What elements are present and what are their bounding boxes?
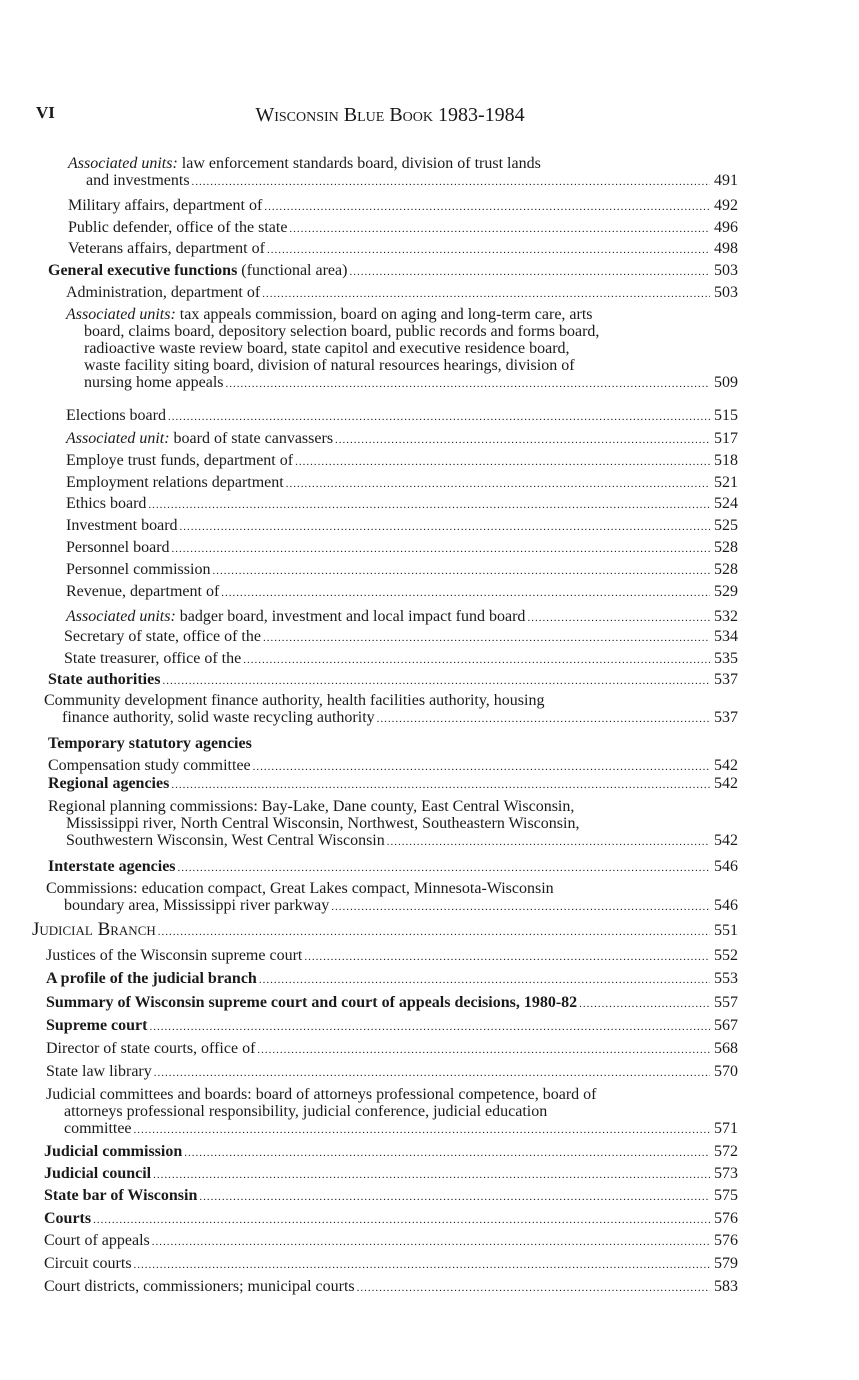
entry-text: law enforcement standards board, division of trust lands (181, 155, 541, 172)
entry-line (66, 608, 738, 625)
page-number-ref: 534 (714, 628, 738, 645)
entry-line (48, 671, 738, 688)
dot-leader (178, 861, 710, 875)
entry-line (44, 1210, 738, 1227)
entry-title (64, 1120, 132, 1137)
entry-line (46, 970, 738, 987)
entry-line (48, 858, 738, 875)
entry-text: Community development finance authority, health facilities authority, housing (44, 692, 545, 709)
entry-text: State law library (46, 1063, 152, 1080)
page-number-ref: 553 (714, 970, 738, 987)
page-number-ref: 552 (714, 947, 738, 964)
page-number-ref: 496 (714, 219, 738, 236)
page-number-ref: 528 (714, 539, 738, 556)
toc-entry (48, 798, 738, 849)
page-number: VI (36, 103, 55, 122)
page-number-ref: 583 (714, 1278, 738, 1295)
toc-entry (46, 1063, 738, 1080)
associated-label: Associated unit: (66, 430, 170, 447)
toc-entry (64, 628, 738, 645)
entry-title (68, 197, 262, 214)
section-title: A profile of the judicial branch (46, 970, 257, 987)
entry-line (46, 1120, 738, 1137)
entry-title (66, 284, 260, 301)
entry-text: Court of appeals (44, 1232, 150, 1249)
entry-title (64, 650, 241, 667)
branch-title: Judicial Branch (32, 919, 156, 940)
dot-leader (199, 1190, 710, 1204)
entry-continuation-line: board, claims board, depository selection board, public records and forms board, (84, 323, 600, 340)
section-title: Judicial council (44, 1165, 152, 1182)
toc-entry (68, 155, 738, 189)
entry-first-line (46, 880, 738, 897)
toc-entry (66, 517, 738, 534)
page-number-ref: 551 (714, 922, 738, 939)
entry-line (44, 1143, 738, 1160)
entry-text: Regional planning commissions: Bay-Lake, Dane county, East Central Wisconsin, (48, 798, 575, 815)
page-number-ref: 509 (714, 374, 738, 391)
toc-entry (66, 561, 738, 578)
page-number-ref: 518 (714, 452, 738, 469)
page-number-ref: 568 (714, 1040, 738, 1057)
dot-leader (171, 778, 710, 792)
dot-leader (357, 1281, 710, 1295)
running-title-name: Wisconsin Blue Book (255, 104, 433, 126)
entry-title (44, 1165, 151, 1182)
page-number-ref: 542 (714, 775, 738, 792)
section-title: Regional agencies (48, 775, 170, 792)
entry-line (66, 583, 738, 600)
entry-title (46, 1040, 255, 1057)
page-number-ref: 546 (714, 858, 738, 875)
entry-line (66, 430, 738, 447)
dot-leader (243, 653, 710, 667)
entry-title (48, 671, 160, 688)
entry-title (46, 994, 577, 1011)
entry-title (44, 1143, 182, 1160)
dot-leader (158, 925, 710, 939)
dot-leader (387, 835, 710, 849)
entry-line (44, 1187, 738, 1204)
toc-entry (66, 430, 738, 447)
entry-title (44, 1187, 197, 1204)
associated-label: Associated units: (66, 306, 176, 323)
dot-leader (149, 1020, 710, 1034)
entry-text: Administration, department of (66, 284, 261, 301)
section-title: Courts (44, 1210, 92, 1227)
toc-entry (44, 1210, 738, 1227)
page-number-ref: 572 (714, 1143, 738, 1160)
entry-line (68, 172, 738, 189)
page-number-ref: 567 (714, 1017, 738, 1034)
page-number-ref: 515 (714, 407, 738, 424)
entry-text: Employe trust funds, department of (66, 452, 294, 469)
entry-text: board of state canvassers (173, 430, 334, 447)
page-number-ref: 517 (714, 430, 738, 447)
toc-entry (68, 197, 738, 214)
entry-text: Secretary of state, office of the (64, 628, 261, 645)
entry-title (66, 539, 170, 556)
toc-entry (44, 1165, 738, 1182)
entry-line (68, 219, 738, 236)
dot-leader (212, 564, 710, 578)
toc-entry (48, 671, 738, 688)
toc-entry (46, 994, 738, 1011)
dot-leader (180, 520, 710, 534)
entry-text: Judicial committees and boards: board of attorneys professional competence, board of (46, 1086, 597, 1103)
entry-line (66, 407, 738, 424)
entry-line (46, 1040, 738, 1057)
toc-entry (66, 583, 738, 600)
page-number-ref: 537 (714, 671, 738, 688)
entry-line (46, 1063, 738, 1080)
entry-title (68, 219, 287, 236)
entry-text: Public defender, office of the state (68, 219, 288, 236)
entry-text: (functional area) (241, 262, 348, 279)
entry-title (46, 970, 257, 987)
page-number-ref: 557 (714, 994, 738, 1011)
entry-text: committee (64, 1120, 132, 1137)
toc-entry (46, 970, 738, 987)
page-number-ref: 546 (714, 897, 738, 914)
entry-line (46, 897, 738, 914)
entry-line (44, 1255, 738, 1272)
entry-text: tax appeals commission, board on aging and long-term care, arts (179, 306, 593, 323)
toc-entry (66, 306, 738, 391)
dot-leader (289, 222, 710, 236)
entry-first-line (66, 306, 738, 323)
toc-entry (44, 1255, 738, 1272)
entry-text: Revenue, department of (66, 583, 220, 600)
entry-line (66, 539, 738, 556)
entry-title (64, 897, 329, 914)
dot-leader (331, 900, 710, 914)
entry-text: Director of state courts, office of (46, 1040, 256, 1057)
dot-leader (134, 1258, 710, 1272)
entry-line (66, 474, 738, 491)
entry-text: State treasurer, office of the (64, 650, 242, 667)
entry-title (44, 1210, 91, 1227)
toc-entry (46, 947, 738, 964)
entry-line (48, 775, 738, 792)
dot-leader (259, 973, 710, 987)
toc-entry (32, 921, 738, 939)
section-title: Summary of Wisconsin supreme court and court of appeals decisions, 1980-82 (46, 994, 578, 1011)
entry-first-line (48, 798, 738, 815)
entry-text: badger board, investment and local impact fund board (179, 608, 526, 625)
dot-leader (168, 410, 710, 424)
toc-entry (46, 1086, 738, 1137)
page-number-ref: 576 (714, 1232, 738, 1249)
entry-title (66, 517, 178, 534)
dot-leader (335, 433, 710, 447)
dot-leader (162, 674, 710, 688)
entry-line (64, 628, 738, 645)
dot-leader (134, 1123, 710, 1137)
entry-text: Court districts, commissioners; municipal courts (44, 1278, 355, 1295)
section-heading: Temporary statutory agencies (48, 735, 252, 752)
dot-leader (184, 1146, 710, 1160)
page-number-ref: 570 (714, 1063, 738, 1080)
toc-entry (66, 608, 738, 625)
entry-line (46, 994, 738, 1011)
dot-leader (172, 542, 710, 556)
entry-line (44, 1278, 738, 1295)
dot-leader (262, 287, 710, 301)
entry-title (66, 430, 333, 447)
entry-line (66, 452, 738, 469)
toc-entry (44, 1232, 738, 1249)
entry-continuation-line: waste facility siting board, division of natural resources hearings, division of (84, 357, 575, 374)
entry-continuation-line: radioactive waste review board, state capitol and executive residence board, (84, 340, 570, 357)
entry-title (46, 1063, 152, 1080)
entry-title (66, 452, 293, 469)
page-number-ref: 503 (714, 284, 738, 301)
page-number-ref: 521 (714, 474, 738, 491)
toc-entry (44, 1278, 738, 1295)
entry-line (64, 650, 738, 667)
page-number-ref: 571 (714, 1120, 738, 1137)
section-title: General executive functions (48, 262, 238, 279)
toc-entry (44, 692, 738, 726)
entry-text: Compensation study committee (48, 757, 251, 774)
dot-leader (152, 1235, 710, 1249)
entry-text: and investments (86, 172, 190, 189)
section-title: State bar of Wisconsin (44, 1187, 198, 1204)
associated-label: Associated units: (68, 155, 178, 172)
entry-text: Elections board (66, 407, 166, 424)
toc-entry (48, 262, 738, 279)
dot-leader (253, 760, 710, 774)
entry-line (32, 921, 738, 939)
entry-continuation-line: attorneys professional responsibility, judicial conference, judicial education (64, 1103, 548, 1120)
entry-title (44, 1278, 355, 1295)
entry-text: Circuit courts (44, 1255, 132, 1272)
entry-title (46, 1017, 147, 1034)
entry-line (66, 517, 738, 534)
entry-text: Ethics board (66, 495, 147, 512)
toc-entry (66, 539, 738, 556)
toc-entry (46, 1017, 738, 1034)
entry-line (44, 709, 738, 726)
dot-leader (148, 498, 710, 512)
entry-text: boundary area, Mississippi river parkway (64, 897, 330, 914)
entry-title (48, 757, 251, 774)
entry-title (66, 583, 219, 600)
dot-leader (267, 243, 710, 257)
entry-line (66, 284, 738, 301)
page-number-ref: 524 (714, 495, 738, 512)
toc-entry (44, 1187, 738, 1204)
page-number-ref: 491 (714, 172, 738, 189)
running-title-years: 1983-1984 (438, 104, 525, 126)
dot-leader (263, 631, 710, 645)
entry-line (66, 374, 738, 391)
page-number-ref: 537 (714, 709, 738, 726)
entry-text: Investment board (66, 517, 178, 534)
entry-title (44, 1232, 150, 1249)
section-title: Judicial commission (44, 1143, 183, 1160)
toc-entry (66, 407, 738, 424)
entry-line (46, 947, 738, 964)
entry-line (66, 495, 738, 512)
page-number-ref: 579 (714, 1255, 738, 1272)
page-number-ref: 525 (714, 517, 738, 534)
entry-title (66, 561, 210, 578)
dot-leader (349, 265, 710, 279)
dot-leader (153, 1168, 710, 1182)
entry-title (66, 608, 525, 625)
entry-text: Southwestern Wisconsin, West Central Wisconsin (66, 832, 385, 849)
entry-line (44, 1232, 738, 1249)
entry-line (44, 1165, 738, 1182)
page-number-ref: 532 (714, 608, 738, 625)
entry-line (48, 757, 738, 774)
dot-leader (295, 455, 710, 469)
page-number-ref: 528 (714, 561, 738, 578)
entry-text: nursing home appeals (84, 374, 224, 391)
toc-entry (66, 474, 738, 491)
page-number-ref: 529 (714, 583, 738, 600)
toc-entry (66, 452, 738, 469)
entry-line (66, 561, 738, 578)
toc-entry (46, 1040, 738, 1057)
toc-entry (46, 880, 738, 914)
entry-title (46, 947, 302, 964)
dot-leader (154, 1066, 710, 1080)
entry-line (68, 240, 738, 257)
entry-text: Justices of the Wisconsin supreme court (46, 947, 303, 964)
entry-text: Personnel commission (66, 561, 211, 578)
entry-line (48, 262, 738, 279)
page-number-ref: 573 (714, 1165, 738, 1182)
entry-title (84, 374, 224, 391)
entry-text: finance authority, solid waste recycling authority (62, 709, 375, 726)
entry-text: Military affairs, department of (68, 197, 263, 214)
dot-leader (221, 586, 710, 600)
dot-leader (257, 1043, 710, 1057)
toc-entry (64, 650, 738, 667)
associated-label: Associated units: (66, 608, 176, 625)
entry-title (44, 1255, 132, 1272)
toc-entry (48, 858, 738, 875)
dot-leader (527, 611, 710, 625)
entry-first-line (68, 155, 738, 172)
page-number-ref: 492 (714, 197, 738, 214)
page-number-ref: 498 (714, 240, 738, 257)
entry-text: Personnel board (66, 539, 170, 556)
section-title: Supreme court (46, 1017, 148, 1034)
section-title: State authorities (48, 671, 161, 688)
dot-leader (93, 1213, 710, 1227)
entry-title (32, 921, 156, 939)
entry-title (62, 709, 375, 726)
dot-leader (226, 377, 710, 391)
entry-title (66, 474, 284, 491)
entry-title (66, 832, 385, 849)
entry-title (48, 262, 347, 279)
toc-entry (48, 757, 738, 774)
entry-title (64, 628, 261, 645)
dot-leader (286, 477, 710, 491)
dot-leader (264, 200, 710, 214)
toc-entry (48, 775, 738, 792)
entry-line (48, 832, 738, 849)
entry-title (86, 172, 190, 189)
page-number-ref: 542 (714, 757, 738, 774)
entry-continuation-line: Mississippi river, North Central Wisconsin, Northwest, Southeastern Wisconsin, (66, 815, 580, 832)
toc-entry (44, 1143, 738, 1160)
section-title: Interstate agencies (48, 858, 176, 875)
dot-leader (377, 712, 710, 726)
page-number-ref: 576 (714, 1210, 738, 1227)
entry-text: Commissions: education compact, Great Lakes compact, Minnesota-Wisconsin (46, 880, 554, 897)
page-number-ref: 542 (714, 832, 738, 849)
page-number-ref: 575 (714, 1187, 738, 1204)
toc-entry (66, 284, 738, 301)
entry-line (46, 1017, 738, 1034)
entry-text: Employment relations department (66, 474, 284, 491)
page-number-ref: 503 (714, 262, 738, 279)
entry-title (66, 495, 146, 512)
entry-title (66, 407, 166, 424)
dot-leader (192, 175, 710, 189)
toc-entry (68, 219, 738, 236)
toc-entry (68, 240, 738, 257)
entry-title (68, 240, 265, 257)
toc-entry (66, 495, 738, 512)
dot-leader (304, 950, 710, 964)
entry-title (48, 775, 169, 792)
entry-title (48, 858, 176, 875)
entry-first-line (46, 1086, 738, 1103)
entry-line (68, 197, 738, 214)
entry-text: Veterans affairs, department of (68, 240, 265, 257)
dot-leader (579, 997, 710, 1011)
entry-first-line (44, 692, 738, 709)
page-number-ref: 535 (714, 650, 738, 667)
